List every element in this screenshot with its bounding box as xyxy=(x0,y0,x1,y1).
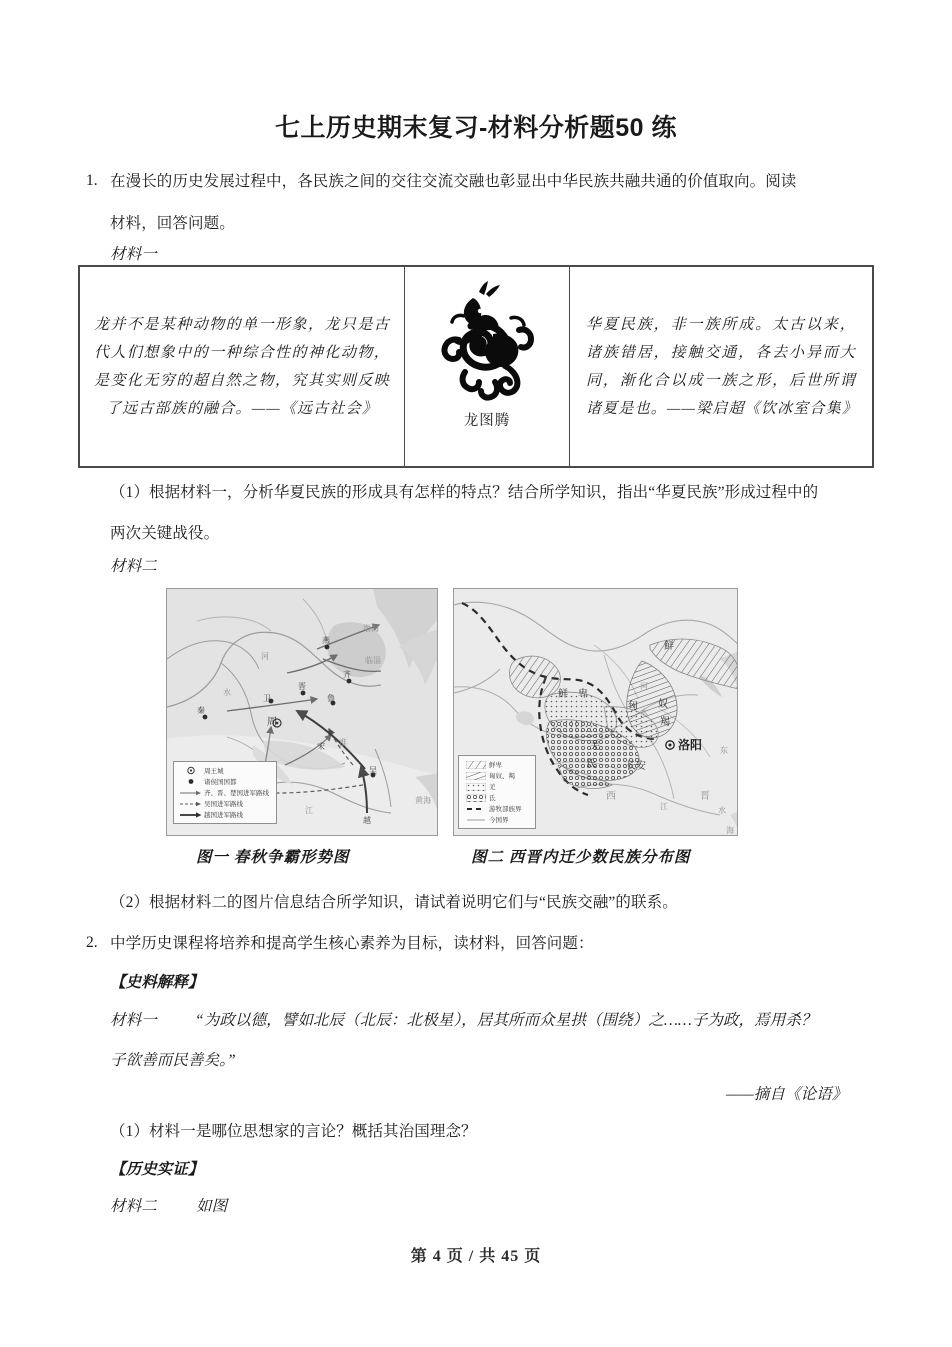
map1-legend-row xyxy=(178,787,272,798)
question-2-number: 2. xyxy=(86,934,98,951)
map2-label-hai: 海 xyxy=(726,826,734,835)
question-1-material-2-label: 材料二 xyxy=(110,558,157,575)
line-solid-thin-icon xyxy=(463,816,489,824)
question-1-number: 1. xyxy=(86,172,98,189)
question-2-section-2-heading: 【历史实证】 xyxy=(110,1161,204,1178)
map2-label-qiang: 羌 xyxy=(590,741,600,752)
map1-legend-row xyxy=(178,776,272,787)
arrow-dashed-icon xyxy=(178,800,204,808)
map1-label-wu: 吴 xyxy=(369,766,377,775)
map2-legend-row xyxy=(463,770,531,781)
question-2-material-1-source: ——摘自《论语》 xyxy=(726,1086,848,1103)
map2-legend-label: 羌 xyxy=(489,784,496,791)
map1-label-yan: 燕 xyxy=(322,636,330,645)
map1-legend-label: 越国进军路线 xyxy=(204,812,243,819)
question-1-sub-1-line1: （1）根据材料一，分析华夏民族的形成具有怎样的特点？结合所学知识，指出“华夏民族”形成过程中的 xyxy=(110,484,819,501)
map2-legend-row xyxy=(463,759,531,770)
map1-label-bohai: 渤海 xyxy=(363,624,379,633)
hatch-steep-icon xyxy=(463,772,489,780)
question-2-material-2-text: 如图 xyxy=(196,1198,228,1215)
page-title: 七上历史期末复习-材料分析题50 练 xyxy=(274,114,678,142)
map1-legend-label: 吴国进军路线 xyxy=(204,801,243,808)
map2-legend-label: 游牧部族界 xyxy=(489,806,522,813)
map1-label-huai: 淮 xyxy=(339,738,347,747)
map2-legend-row xyxy=(463,803,531,814)
question-1-stem-line1: 在漫长的历史发展过程中，各民族之间的交往交流交融也彰显出中华民族共融共通的价值取向。阅读 xyxy=(110,173,797,190)
map2-label-xian2: 鲜 xyxy=(558,689,568,700)
map-1-caption: 图一 春秋争霸形势图 xyxy=(196,849,350,866)
map1-legend xyxy=(173,761,277,824)
map2-legend-row xyxy=(463,814,531,825)
map2-legend-row xyxy=(463,792,531,803)
material-1-left-cell xyxy=(80,267,405,466)
map1-legend-row xyxy=(178,798,272,809)
material-2-maps xyxy=(166,588,738,836)
map2-label-jinzi: 晋 xyxy=(700,791,710,802)
map1-label-qin: 秦 xyxy=(197,706,205,715)
map1-label-jin: 晋 xyxy=(298,682,306,691)
map2-label-xiong: 匈 xyxy=(628,701,638,712)
dragon-totem-caption: 龙图腾 xyxy=(463,413,511,429)
material-1-table xyxy=(78,265,874,468)
map1-label-zhou: 周 xyxy=(267,717,277,728)
question-2-sub-1: （1）材料一是哪位思想家的言论？概括其治国理念？ xyxy=(110,1123,477,1140)
map1-legend-label: 周王城 xyxy=(204,768,224,775)
map1-legend-row xyxy=(178,809,272,820)
material-1-right-cell xyxy=(570,267,872,466)
dot-star-icon xyxy=(178,777,204,786)
map1-legend-row xyxy=(178,765,272,776)
map2-label-nu: 奴 xyxy=(658,699,668,710)
question-2-material-2-label: 材料二 xyxy=(110,1198,157,1215)
question-1-sub-2: （2）根据材料二的图片信息结合所学知识，请试着说明它们与“民族交融”的联系。 xyxy=(110,894,678,911)
question-2-stem: 中学历史课程将培养和提高学生核心素养为目标，读材料，回答问题： xyxy=(110,935,594,952)
circle-target-icon xyxy=(178,766,204,775)
material-1-left-text: 龙并不是某种动物的单一形象，龙只是古代人们想象中的一种综合性的神化动物，是变化无穷的超自然之物，究其实则反映了远古部族的融合。——《远古社会》 xyxy=(94,316,390,417)
map2-label-xi: 西 xyxy=(606,791,616,802)
map2-label-jiang: 江 xyxy=(660,802,668,811)
map2-label-dong: 东 xyxy=(720,746,728,755)
map1-label-he: 河 xyxy=(261,652,269,661)
map2-legend-label: 今国界 xyxy=(489,817,509,824)
dots-fine-icon xyxy=(463,783,489,791)
map1-label-huanghai: 黄海 xyxy=(415,796,431,805)
hatch-diagonal-icon xyxy=(463,761,489,769)
page-footer: 第 4 页 / 共 45 页 xyxy=(410,1248,542,1265)
map1-legend-label: 诸侯国国都 xyxy=(204,779,237,786)
arrow-solid-thin-icon xyxy=(178,789,204,797)
question-1-sub-1-line2: 两次关键战役。 xyxy=(110,525,220,542)
map2-label-di: 氐 xyxy=(586,759,596,770)
map2-legend xyxy=(458,755,536,829)
map1-label-qi: 齐 xyxy=(343,670,351,679)
map2-label-he: 河 xyxy=(640,682,648,691)
map-spring-autumn xyxy=(166,588,438,836)
map2-label-changan: 长安 xyxy=(626,761,646,772)
map1-label-wei: 卫 xyxy=(263,694,271,703)
map2-legend-row xyxy=(463,781,531,792)
map1-legend-label: 齐、晋、楚国进军路线 xyxy=(204,790,269,797)
map2-legend-label: 鲜卑 xyxy=(489,762,502,769)
map1-label-lu: 鲁 xyxy=(327,694,335,703)
map2-legend-label: 匈奴、羯 xyxy=(489,773,515,780)
map2-label-jie: 羯 xyxy=(660,717,670,728)
map1-label-shui: 水 xyxy=(223,688,231,697)
map2-legend-label: 氐 xyxy=(489,795,496,802)
map-2-caption: 图二 西晋内迁少数民族分布图 xyxy=(471,849,691,866)
map1-label-yue: 越 xyxy=(363,816,371,825)
map1-label-linzi: 临淄 xyxy=(365,656,381,665)
map1-label-jiang: 江 xyxy=(305,806,313,815)
map2-label-xian: 鲜 xyxy=(664,641,674,652)
map-western-jin-migration xyxy=(453,588,738,836)
map2-label-shui2: 水 xyxy=(718,806,726,815)
material-1-image-cell xyxy=(405,267,570,466)
material-1-right-text: 华夏民族，非一族所成。太古以来，诸族错居，接触交通，各去小异而大同，渐化合以成一族之形，后世所谓诸夏是也。——梁启超《饮冰室合集》 xyxy=(586,316,859,417)
question-1-material-1-label: 材料一 xyxy=(110,246,157,263)
dots-circle-icon xyxy=(463,794,489,802)
question-2-section-1-heading: 【史料解释】 xyxy=(110,974,204,991)
arrow-solid-thick-icon xyxy=(178,811,204,819)
map2-label-luoyang: 洛阳 xyxy=(678,738,703,752)
dragon-totem-icon xyxy=(428,275,546,407)
question-1-stem-line2: 材料，回答问题。 xyxy=(110,215,235,232)
map-captions xyxy=(166,845,738,871)
line-dashed-thick-icon xyxy=(463,805,489,813)
map2-label-bei: 卑 xyxy=(578,689,588,700)
map2-label-shui: 水 xyxy=(640,708,648,717)
question-2-material-1-line1: “为政以德，譬如北辰（北辰：北极星），居其所而众星拱（围绕）之……子为政，焉用杀？ xyxy=(195,1012,817,1029)
question-2-material-1-label: 材料一 xyxy=(110,1012,157,1029)
map1-label-song: 宋 xyxy=(317,742,325,751)
question-2-material-1-line2: 子欲善而民善矣。” xyxy=(110,1052,236,1069)
